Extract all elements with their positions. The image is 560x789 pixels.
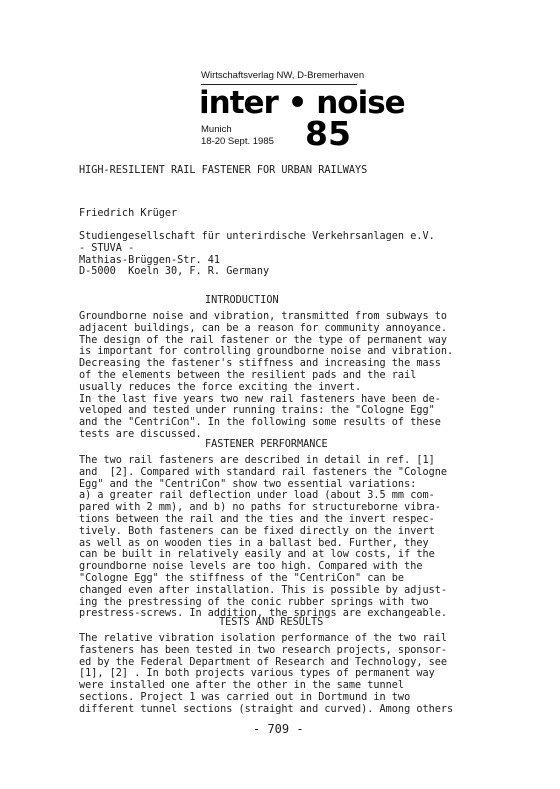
affiliation-line: Mathias-Brüggen-Str. 41 <box>79 254 221 266</box>
text-line: of the elements between the resilient pads and the rail <box>79 369 417 381</box>
conference-year: 85 <box>305 114 351 153</box>
text-line: adjacent buildings, can be a reason for community annoyance. <box>79 322 448 334</box>
text-line: can be built in relatively easily and at low costs, if the <box>79 549 435 561</box>
paper-author: Friedrich Krüger <box>79 208 178 219</box>
text-line: sections. Project 1 was carried out in Dortmund in two <box>79 691 411 703</box>
page-number: - 709 - <box>253 722 304 736</box>
publisher-line: Wirtschaftsverlag NW, D-Bremerhaven <box>201 70 365 81</box>
text-line: veloped and tested under running trains: the "Cologne Egg" <box>79 405 435 417</box>
section-heading-tests: TESTS AND RESULTS <box>219 617 324 628</box>
text-line: different tunnel sections (straight and curved). Among others <box>79 703 454 715</box>
paper-title: HIGH-RESILIENT RAIL FASTENER FOR URBAN RAILWAYS <box>79 165 368 176</box>
text-line: ed by the Federal Department of Research and Technology, see <box>79 656 448 668</box>
affiliation-line: D-5000 Koeln 30, F. R. Germany <box>79 266 270 278</box>
fastener-paragraph <box>79 455 447 620</box>
text-line: In the last five years two new rail fasteners have been de- <box>79 393 441 405</box>
text-line: "Cologne Egg" the stiffness of the "CentriCon" can be <box>79 572 405 584</box>
text-line: The two rail fasteners are described in detail in ref. [1] <box>79 455 435 466</box>
text-line: is important for controlling groundborne noise and vibration. <box>79 346 454 358</box>
text-line: and the "CentriCon". In the following some results of these <box>79 417 441 429</box>
conference-city: Munich <box>201 124 232 135</box>
text-line: Decreasing the fastener's stiffness and increasing the mass <box>79 358 441 370</box>
text-line: were installed one after the other in the same tunnel <box>79 680 405 692</box>
text-line: usually reduces the force exciting the invert. <box>79 381 362 393</box>
affiliation-line: - STUVA - <box>79 242 135 254</box>
text-line: as well as on wooden ties in a ballast bed. Further, they <box>79 537 429 549</box>
conference-dates: 18-20 Sept. 1985 <box>201 136 274 147</box>
text-line: prestress-screws. In addition, the springs are exchangeable. <box>79 608 448 620</box>
text-line: [1], [2] . In both projects various types of permanent way <box>79 668 435 680</box>
text-line: The design of the rail fastener or the type of permanent way <box>79 334 448 346</box>
text-line: and [2]. Compared with standard rail fasteners the "Cologne <box>79 466 448 478</box>
text-line: Egg" and the "CentriCon" show two essential variations: <box>79 478 417 490</box>
text-line: tions between the rail and the ties and the invert respec- <box>79 513 435 525</box>
conference-logo: inter • noise <box>199 85 405 121</box>
author-affiliation <box>79 231 435 278</box>
section-heading-introduction: INTRODUCTION <box>205 295 279 306</box>
text-line: changed even after installation. This is possible by adjust- <box>79 584 448 596</box>
introduction-paragraph <box>79 311 453 441</box>
tests-paragraph <box>79 633 453 716</box>
text-line: Groundborne noise and vibration, transmitted from subways to <box>79 311 448 322</box>
text-line: tively. Both fasteners can be fixed directly on the invert <box>79 525 435 537</box>
text-line: tests are discussed. <box>79 428 202 440</box>
text-line: pared with 2 mm), and b) no paths for structureborne vibra- <box>79 502 441 514</box>
text-line: groundborne noise levels are too high. Compared with the <box>79 561 423 573</box>
text-line: ing the prestressing of the conic rubber springs with two <box>79 596 429 608</box>
text-line: a) a greater rail deflection under load (about 3.5 mm com- <box>79 490 435 502</box>
conference-header <box>199 70 405 162</box>
affiliation-line: Studiengesellschaft für unterirdische Verkehrsanlagen e.V. <box>79 231 435 242</box>
text-line: fasteners has been tested in two research projects, sponsor- <box>79 644 448 656</box>
section-heading-fastener: FASTENER PERFORMANCE <box>205 439 328 450</box>
text-line: The relative vibration isolation performance of the two rail <box>79 633 448 644</box>
